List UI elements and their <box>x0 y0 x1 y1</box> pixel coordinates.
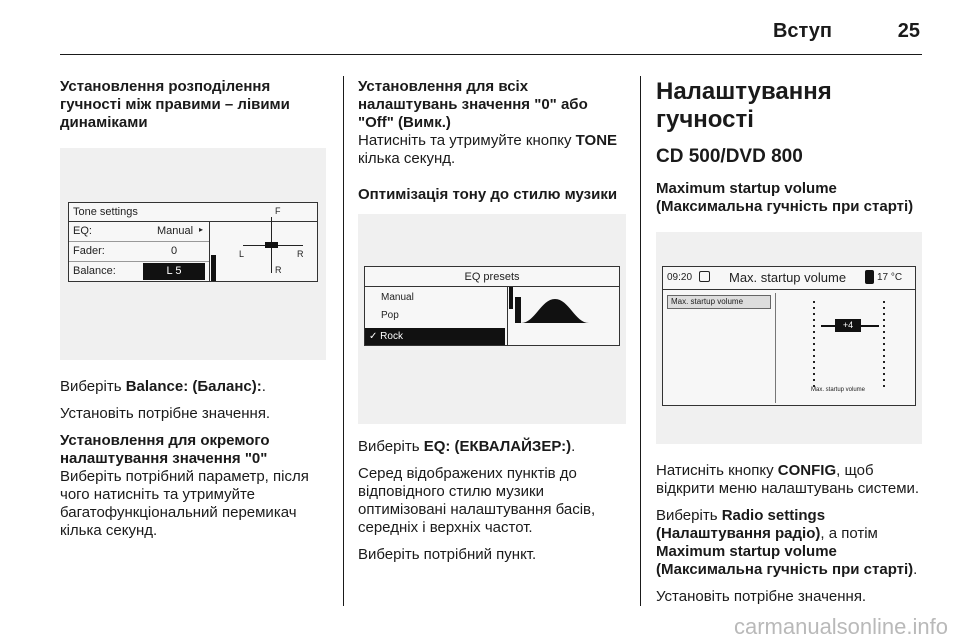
select-balance-text: Виберіть Balance: (Баланс):. <box>60 378 266 395</box>
eq-item-pop: Pop <box>381 310 399 321</box>
eq-title-divider <box>365 286 619 287</box>
eq-row-label: EQ: <box>73 225 92 237</box>
volume-caption: Max. startup volume <box>811 387 866 393</box>
press-tone-text: Натисніть та утримуйте кнопку TONE кілька секунд. <box>358 132 618 167</box>
music-style-heading: Оптимізація тону до стилю музики <box>358 186 618 203</box>
max-startup-volume-heading: Maximum startup volume (Максимальна гучність при старті) <box>656 180 914 215</box>
select-eq-text: Виберіть EQ: (ЕКВАЛАЙЗЕР:). <box>358 438 576 455</box>
balance-row-value: L 5 <box>143 263 205 280</box>
panel-divider <box>775 293 776 403</box>
eq-item-rock-selected: ✓ Rock <box>365 328 505 345</box>
fader-row-label: Fader: <box>73 245 105 257</box>
model-heading: CD 500/DVD 800 <box>656 146 803 167</box>
balance-position-marker <box>265 242 278 248</box>
set-value-text: Установіть потрібне значення. <box>656 588 867 605</box>
clock-icon <box>699 271 710 282</box>
max-startup-volume-tab: Max. startup volume <box>667 295 771 309</box>
phone-icon <box>865 270 874 284</box>
max-startup-volume-screenshot <box>656 232 922 444</box>
watermark: carmanualsonline.info <box>733 614 948 639</box>
row-divider <box>69 261 209 262</box>
left-label: L <box>239 249 245 259</box>
arrow-right-icon: ▸ <box>199 225 204 234</box>
check-icon: ✓ <box>369 331 381 342</box>
right-label: R <box>297 249 304 259</box>
section-title: Вступ <box>772 20 832 42</box>
volume-scale-left <box>813 299 815 387</box>
column-divider-2 <box>640 76 641 606</box>
eq-item-manual: Manual <box>381 292 414 303</box>
volume-value-badge: +4 <box>835 319 861 332</box>
volume-settings-heading: Налаштування гучності <box>656 78 832 133</box>
eq-presets-screenshot <box>358 214 626 424</box>
clock-time: 09:20 <box>667 272 693 283</box>
fader-row-value: 0 <box>171 245 178 257</box>
tone-settings-screenshot <box>60 148 326 360</box>
reset-single-text: Виберіть потрібний параметр, після чого натисніть та утримуйте багатофункціональний перемикач кілька секунд. <box>60 468 309 539</box>
scrollbar-thumb <box>211 255 216 281</box>
balance-row-label: Balance: <box>73 265 116 277</box>
eq-presets-display <box>364 266 620 346</box>
column-divider-1 <box>343 76 344 606</box>
eq-presets-title: EQ presets <box>464 271 520 283</box>
page-number: 25 <box>897 20 920 42</box>
row-divider <box>69 241 209 242</box>
eq-description-text: Серед відображених пунктів до відповідного стилю музики оптимізовані налаштування басів, середніх і верхніх частот. <box>358 465 596 536</box>
temperature: 17 °C <box>877 272 903 283</box>
press-config-text: Натисніть кнопку CONFIG, щоб відкрити меню налаштувань системи. <box>656 462 920 497</box>
tone-settings-title: Tone settings <box>73 206 138 218</box>
volume-scale-right <box>883 299 885 387</box>
reset-all-heading: Установлення для всіх налаштувань значення "0" або "Off" (Вимк.) <box>358 78 588 131</box>
eq-curve-graphic <box>515 289 615 329</box>
display-title: Max. startup volume <box>729 270 847 285</box>
front-label: F <box>275 206 281 216</box>
max-startup-volume-display <box>662 266 916 406</box>
select-radio-settings-text: Виберіть Radio settings (Налаштування радіо), а потім Maximum startup volume (Максимальна гучність при старті). <box>656 507 918 578</box>
tone-title-divider <box>69 221 317 222</box>
set-value-text: Установіть потрібне значення. <box>60 405 271 422</box>
reset-single-heading: Установлення для окремого налаштування значення "0" <box>60 432 270 467</box>
rear-label: R <box>275 265 282 275</box>
display-title-divider <box>663 289 915 290</box>
scrollbar-thumb <box>509 287 513 309</box>
tone-settings-display <box>68 202 318 282</box>
column-1 <box>60 78 326 549</box>
select-item-text: Виберіть потрібний пункт. <box>358 546 537 563</box>
column-3 <box>656 78 922 615</box>
column-2 <box>358 78 626 573</box>
balance-heading: Установлення розподілення гучності між правими – лівими динаміками <box>60 78 290 131</box>
eq-row-value: Manual <box>157 225 194 237</box>
header-divider <box>60 54 922 55</box>
page-header <box>60 18 922 52</box>
